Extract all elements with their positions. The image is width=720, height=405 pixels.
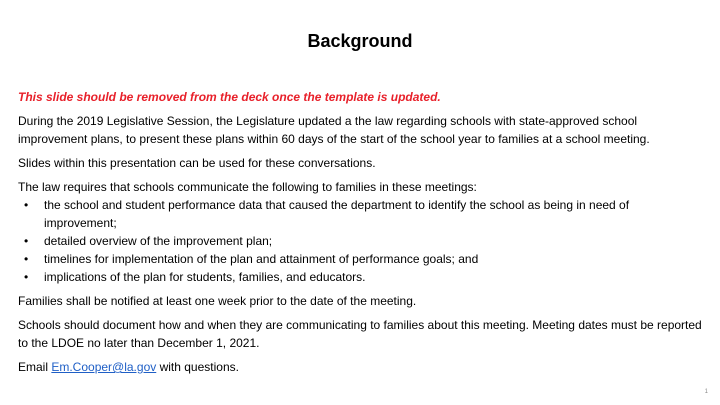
list-item: • timelines for implementation of the plan and attainment of performance goals; and [18,250,702,268]
list-item: • the school and student performance data that caused the department to identify the school as being in need of improvement; [18,196,702,232]
requirements-intro: The law requires that schools communicate the following to families in these meetings: [18,180,477,194]
session-paragraph: During the 2019 Legislative Session, the Legislature updated a the law regarding schools with state-approved school improvement plans, to present these plans within 60 days of the start of the school year to families at a school meeting. [18,114,650,146]
notify-paragraph: Families shall be notified at least one week prior to the date of the meeting. [18,294,417,308]
list-item: • detailed overview of the improvement plan; [18,232,702,250]
page-number: 1 [704,389,708,395]
list-item: • implications of the plan for students, families, and educators. [18,268,702,286]
removal-notice: This slide should be removed from the deck once the template is updated. [18,90,441,104]
email-link[interactable]: Em.Cooper@la.gov [51,360,157,374]
slide-title: Background [307,31,413,51]
slide-body [18,88,702,382]
slides-paragraph: Slides within this presentation can be used for these conversations. [18,156,376,170]
email-prefix: Email [18,360,52,374]
document-paragraph: Schools should document how and when they are communicating to families about this meeting. Meeting dates must be reported to the LDOE no later than December 1, 2021. [18,318,702,350]
email-paragraph [18,358,702,376]
email-suffix: with questions. [156,360,239,374]
requirements-list [18,196,702,286]
